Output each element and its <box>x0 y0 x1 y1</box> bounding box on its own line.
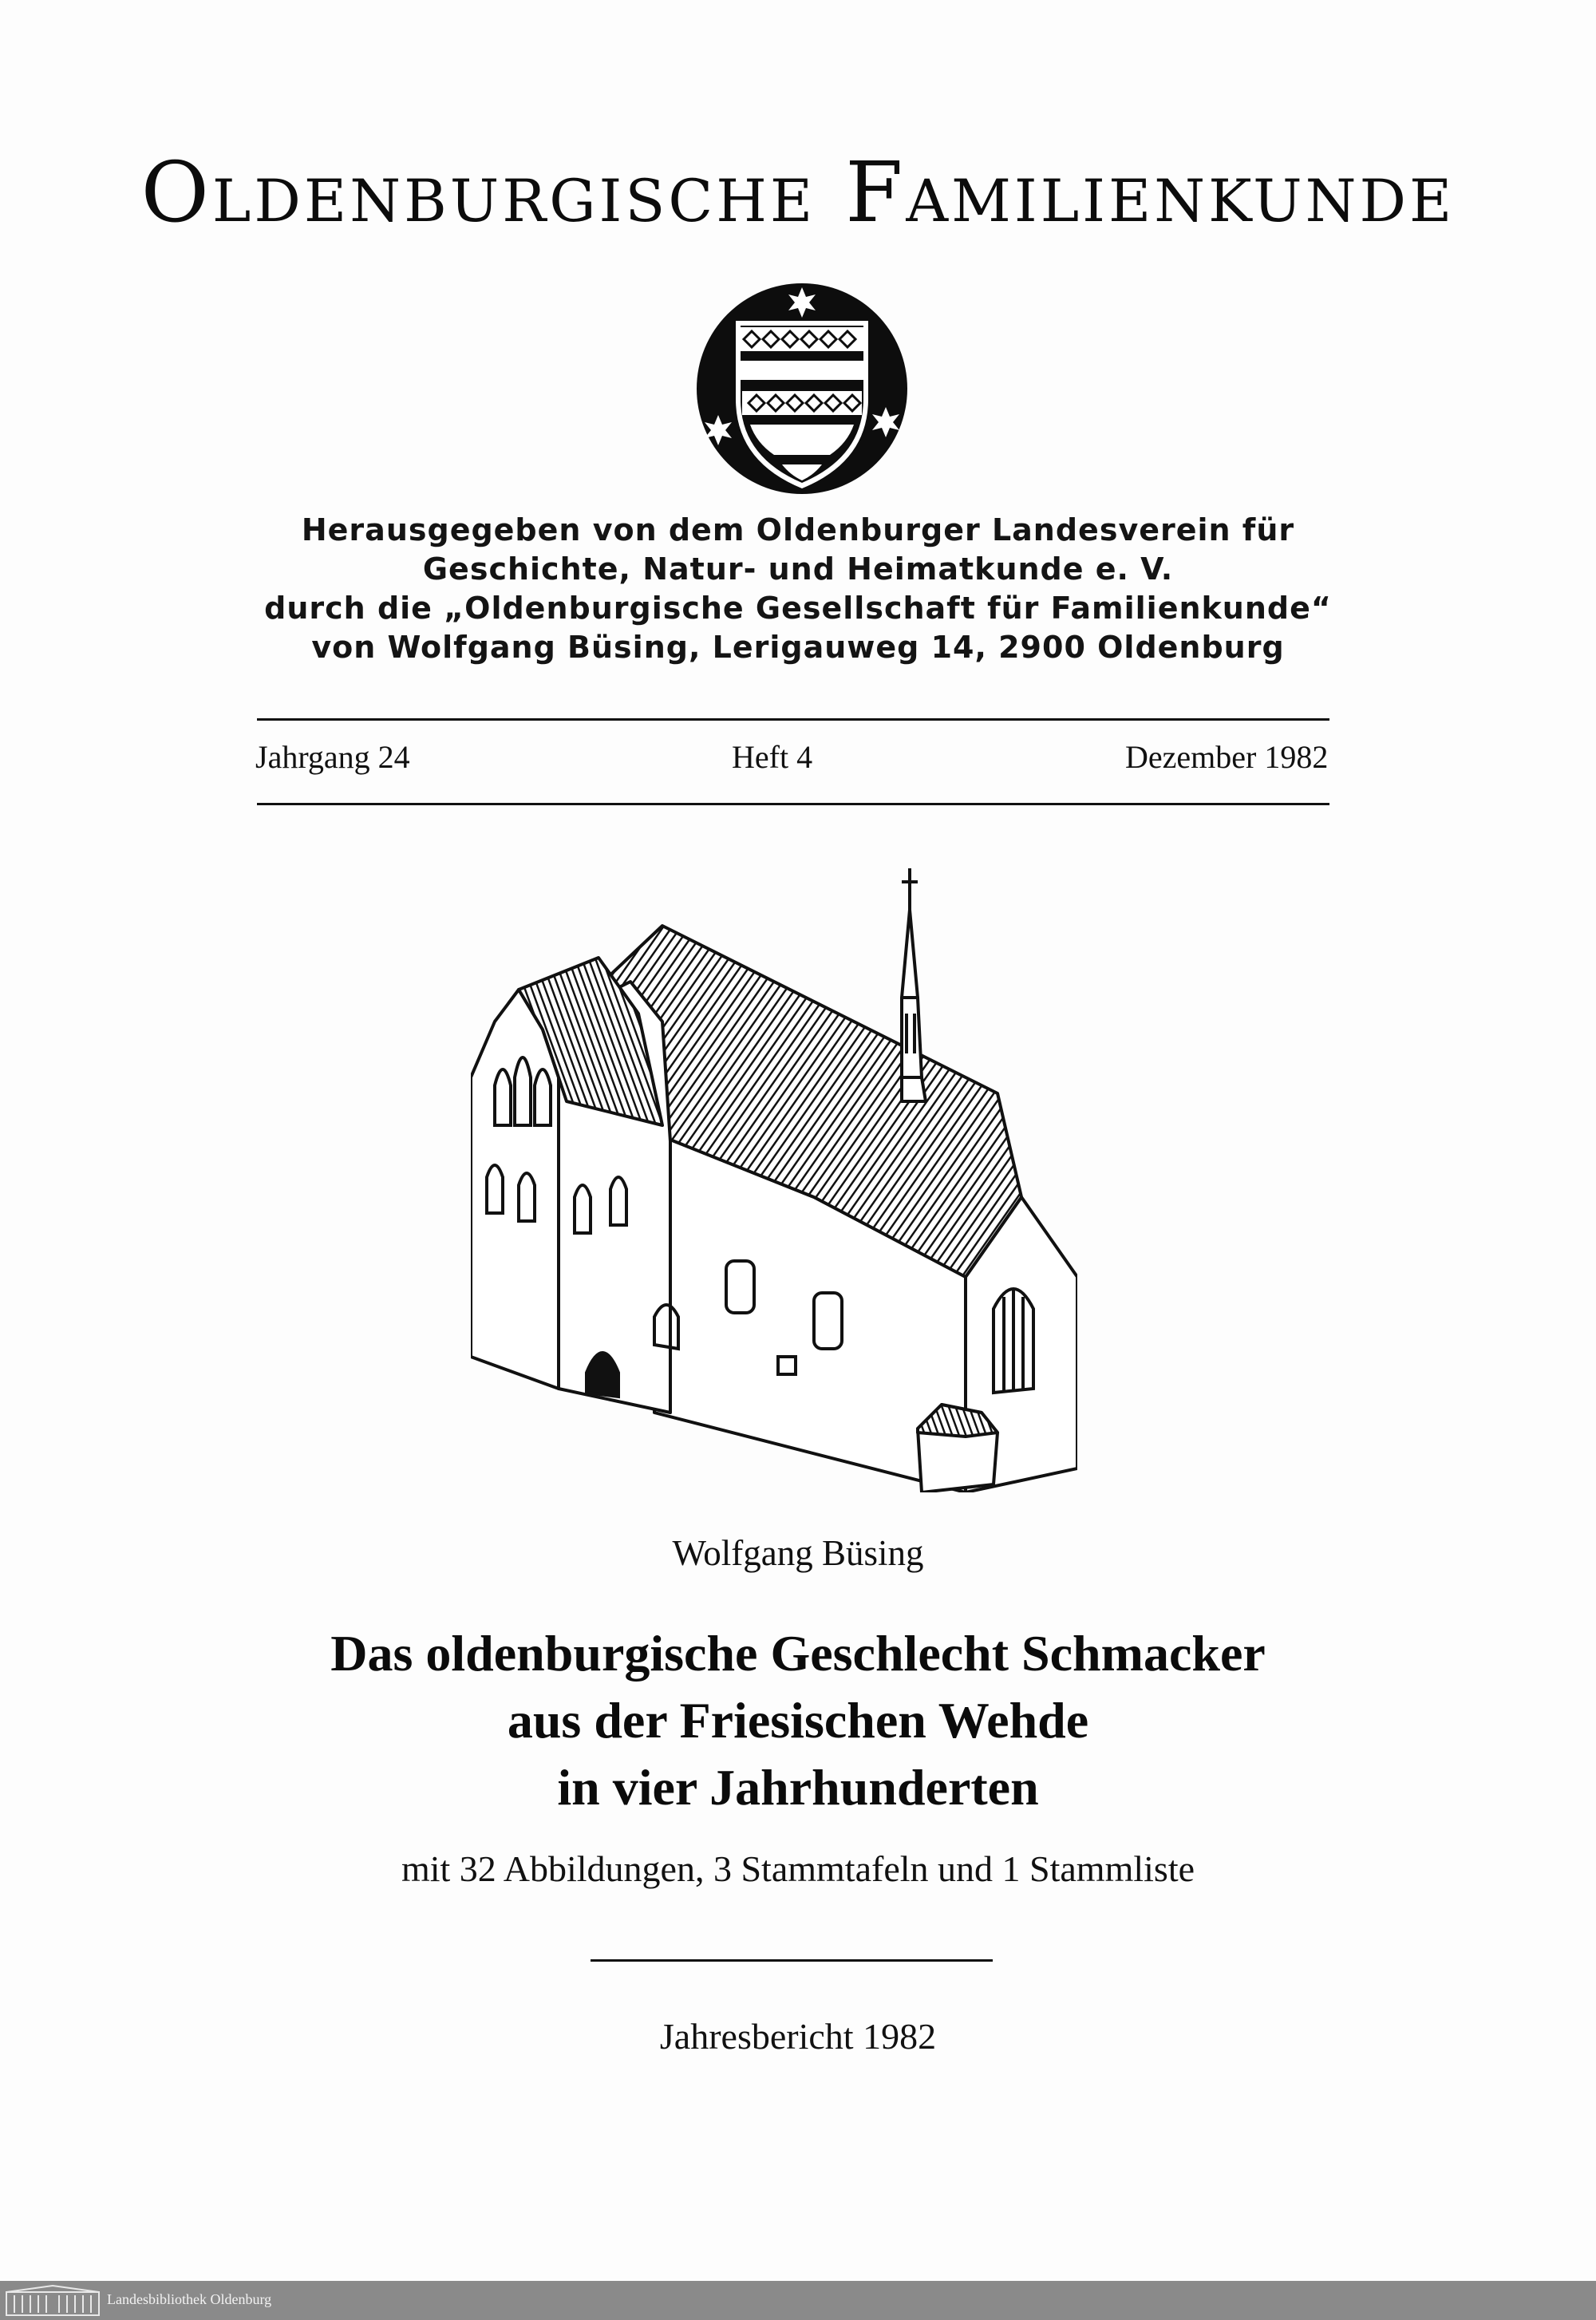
issue-volume: Jahrgang 24 <box>255 739 410 775</box>
divider-bottom <box>257 803 1329 805</box>
issue-number: Heft 4 <box>732 739 813 775</box>
divider-short <box>591 1959 993 1962</box>
article-title-line: in vier Jahrhunderten <box>557 1759 1039 1816</box>
article-title-line: aus der Friesischen Wehde <box>507 1692 1089 1749</box>
article-author: Wolfgang Büsing <box>672 1533 924 1573</box>
publisher-line: von Wolfgang Büsing, Lerigauweg 14, 2900 Oldenburg <box>311 630 1285 665</box>
article-title <box>160 1620 1436 1821</box>
article-title-line: Das oldenburgische Geschlecht Schmacker <box>330 1625 1266 1682</box>
coat-of-arms-icon <box>694 279 910 499</box>
article-subtitle: mit 32 Abbildungen, 3 Stammtafeln und 1 Stammliste <box>401 1848 1195 1889</box>
library-building-icon <box>5 2284 101 2317</box>
publisher-line: Geschichte, Natur- und Heimatkunde e. V. <box>422 551 1174 587</box>
church-drawing <box>471 862 1077 1492</box>
publisher-line: durch die „Oldenburgische Gesellschaft für Familienkunde“ <box>264 591 1332 626</box>
journal-title: Oldenburgische Familienkunde <box>140 144 1456 241</box>
divider-top <box>257 718 1329 721</box>
library-footer <box>0 2281 1596 2320</box>
issue-date: Dezember 1982 <box>1125 739 1329 775</box>
publisher-info <box>239 511 1357 667</box>
publisher-line: Herausgegeben von dem Oldenburger Landesverein für <box>301 512 1295 547</box>
library-name: Landesbibliothek Oldenburg <box>107 2291 272 2307</box>
annual-report-label: Jahresbericht 1982 <box>659 2016 937 2057</box>
